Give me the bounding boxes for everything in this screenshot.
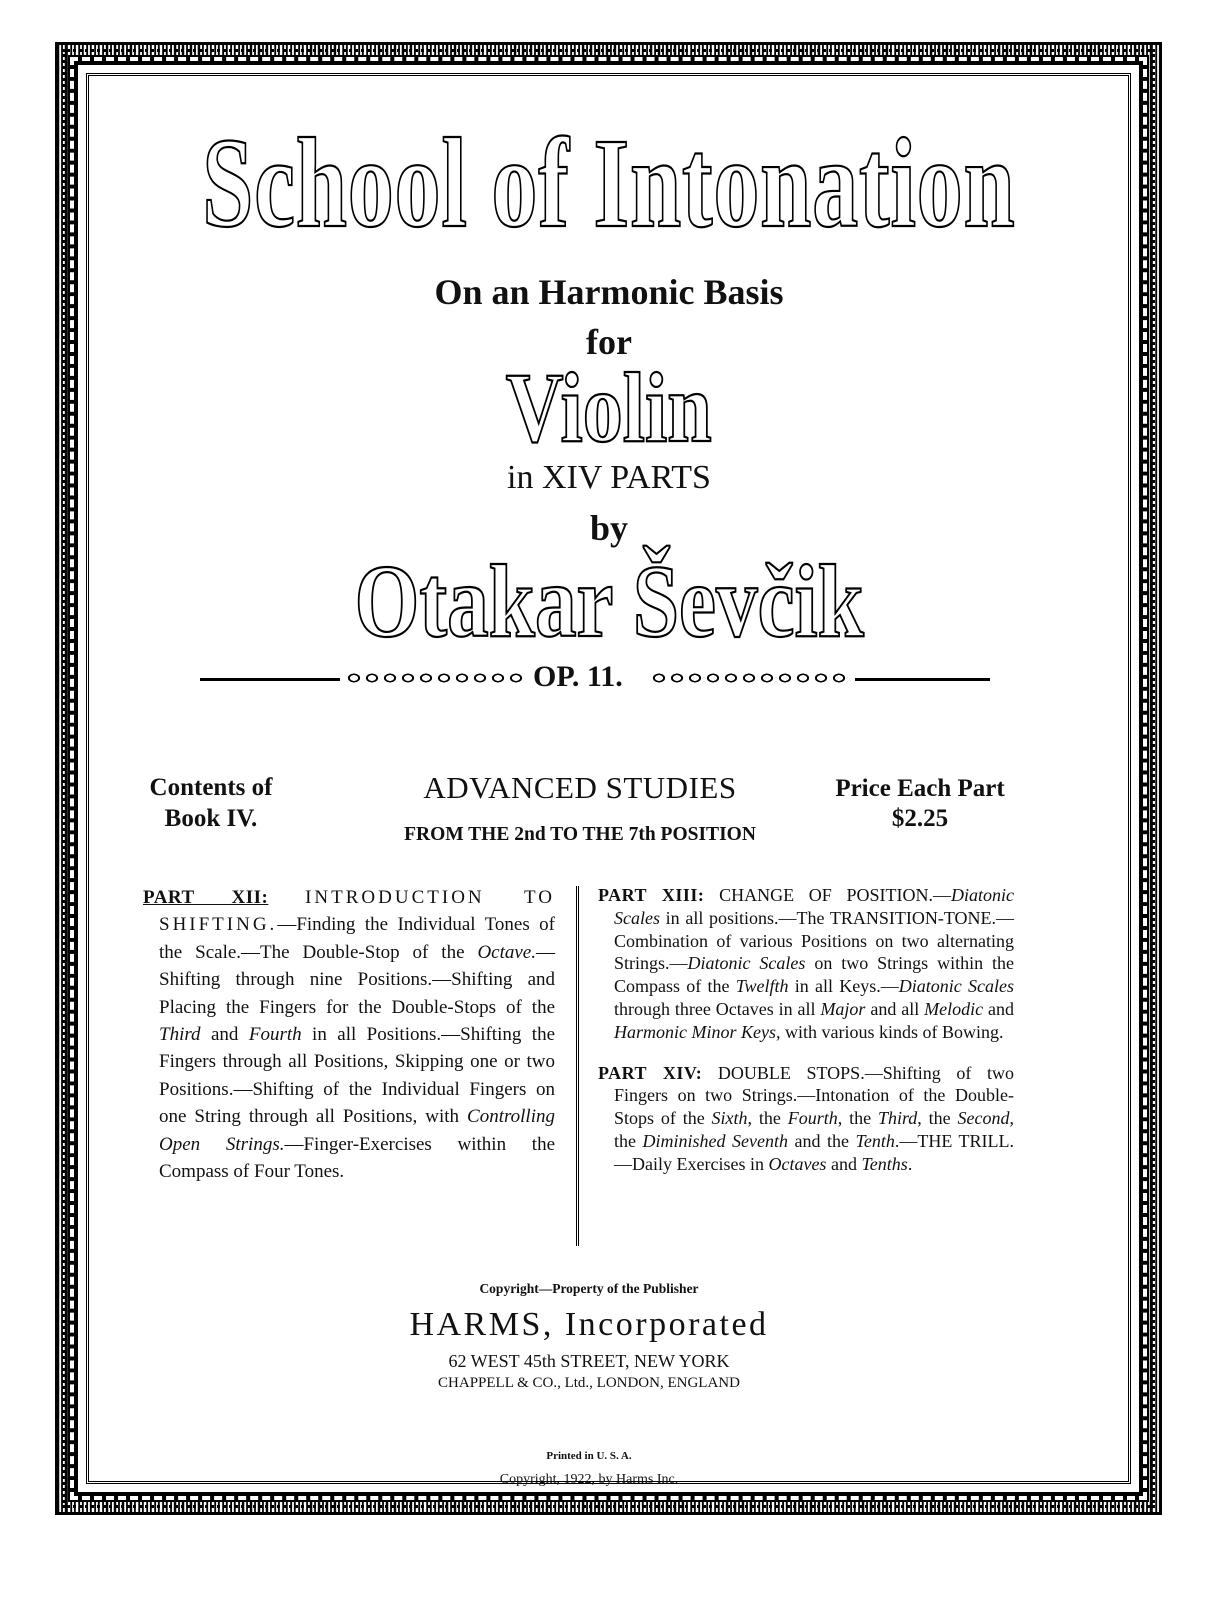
for-label: for (586, 322, 632, 362)
part-text-segment: and (983, 998, 1014, 1019)
part-text-segment: Third (159, 1024, 201, 1046)
opus-ornament (200, 660, 1000, 696)
printed-in: Printed in U. S. A. (546, 1450, 632, 1462)
part-text-segment: Octaves (768, 1153, 827, 1174)
publisher-agent: CHAPPELL & CO., Ltd., LONDON, ENGLAND (438, 1375, 740, 1391)
opus-number: OP. 11. (533, 660, 623, 693)
part-text-segment: Fourth (787, 1108, 838, 1129)
part-text-segment: and all (865, 998, 925, 1019)
part-text-segment: and the (787, 1130, 856, 1151)
ornament-line-right (855, 678, 990, 681)
part-text-segment: —Finding the Individual Tones of the Scale.—The Double-Stop of the (159, 914, 555, 963)
publisher-address: 62 WEST 45th STREET, NEW YORK (448, 1351, 730, 1371)
part-text-segment: Sixth (711, 1108, 748, 1129)
contents-line1: Contents of (149, 774, 273, 801)
ornament-scroll-right (650, 670, 848, 686)
column-left (143, 884, 555, 1203)
part-text-segment: Twelfth (735, 976, 789, 997)
copyright-year: Copyright, 1922, by Harms Inc. (499, 1472, 679, 1487)
price-box (820, 774, 1020, 834)
part-text-segment: in all Positions.—Shifting the Fingers through all Positions, Skipping one or two Positions.—Shifting of the Individual Fingers on one String through all Positions, with (159, 1024, 555, 1128)
part-text-segment: —Shifting through nine Positions.—Shifting and Placing the Fingers for the Double-Stops of the (159, 941, 555, 1018)
part-text-segment: Diatonic Scales (687, 953, 806, 974)
instrument (0, 352, 1218, 463)
part-text-segment: and (826, 1153, 862, 1174)
part-text-segment: Tenths (861, 1153, 908, 1174)
instrument-text: Violin (505, 352, 712, 463)
part-text-segment: through three Octaves in all (614, 998, 821, 1019)
part-description (598, 884, 1015, 1044)
price-value: $2.25 (891, 805, 949, 832)
section-title: ADVANCED STUDIES (423, 770, 737, 805)
part-text-segment: Harmonic Minor Keys (614, 1021, 776, 1042)
part-text-segment: Diminished Seventh (642, 1130, 788, 1151)
price-label: Price Each Part (835, 775, 1005, 802)
part-heading: INTRODUCTION TO SHIFTING. (159, 887, 556, 936)
part-text-segment: in all Keys.— (788, 976, 899, 997)
column-right (598, 884, 1014, 1194)
part-text-segment: Melodic (924, 998, 984, 1019)
by-label: by (589, 508, 629, 548)
part-text-segment: Diatonic Scales (614, 885, 1015, 928)
part-text-segment: Fourth (248, 1024, 302, 1046)
part-text-segment: , the (837, 1108, 878, 1129)
part-text-segment: , the (917, 1108, 958, 1129)
ornament-scroll-left (345, 670, 525, 686)
part-text-segment: , with various kinds of Bowing. (775, 1021, 1004, 1042)
author (0, 544, 1218, 659)
ornament-line-left (200, 678, 340, 681)
part-description (598, 1062, 1014, 1176)
part-text-segment: Controlling Open Strings. (159, 1106, 555, 1155)
part-text-segment: and (200, 1024, 249, 1046)
contents-label (140, 772, 282, 834)
title (0, 112, 1218, 254)
part-text-segment: —Finger-Exercises within the Compass of Four Tones. (159, 1133, 556, 1183)
part-text-segment: Third (877, 1108, 918, 1129)
title-text: School of Intonation (202, 112, 1016, 254)
column-divider (576, 886, 580, 1246)
part-label: PART XIII: (598, 885, 705, 905)
part-text-segment: Second (957, 1108, 1010, 1129)
publisher-name: HARMS, Incorporated (409, 1306, 769, 1343)
part-text-segment: . (907, 1153, 913, 1174)
part-label: PART XII: (143, 887, 269, 908)
part-text-segment: Diatonic Scales (898, 976, 1014, 997)
contents-line2: Book IV. (164, 805, 258, 832)
part-text-segment: Tenth (855, 1130, 895, 1151)
part-text-segment: on two Strings within the Compass of the (614, 953, 1014, 997)
author-text: Otakar Ševčik (354, 544, 864, 659)
copyright-notice: Copyright—Property of the Publisher (479, 1281, 699, 1296)
part-text-segment: —Shifting of two Fingers on two Strings.—Intonation of the Double-Stops of the (614, 1062, 1014, 1129)
part-text-segment: , the (614, 1108, 1014, 1151)
part-description (143, 884, 556, 1185)
part-text-segment: Major (820, 998, 866, 1019)
part-text-segment: Octave. (477, 941, 536, 963)
part-heading: CHANGE OF POSITION.— (719, 885, 952, 905)
part-label: PART XIV: (598, 1062, 703, 1083)
part-heading: DOUBLE STOPS. (717, 1062, 865, 1083)
part-text-segment: .—THE TRILL.—Daily Exercises in (614, 1130, 1014, 1174)
section-subtitle: FROM THE 2nd TO THE 7th POSITION (404, 824, 756, 845)
subtitle: On an Harmonic Basis (434, 272, 784, 312)
part-text-segment: in all positions.—The TRANSITION-TONE.—Combination of various Positions on two alternating Strings.— (614, 907, 1014, 974)
part-text-segment: , the (747, 1108, 788, 1129)
parts-count: in XIV PARTS (507, 459, 711, 496)
